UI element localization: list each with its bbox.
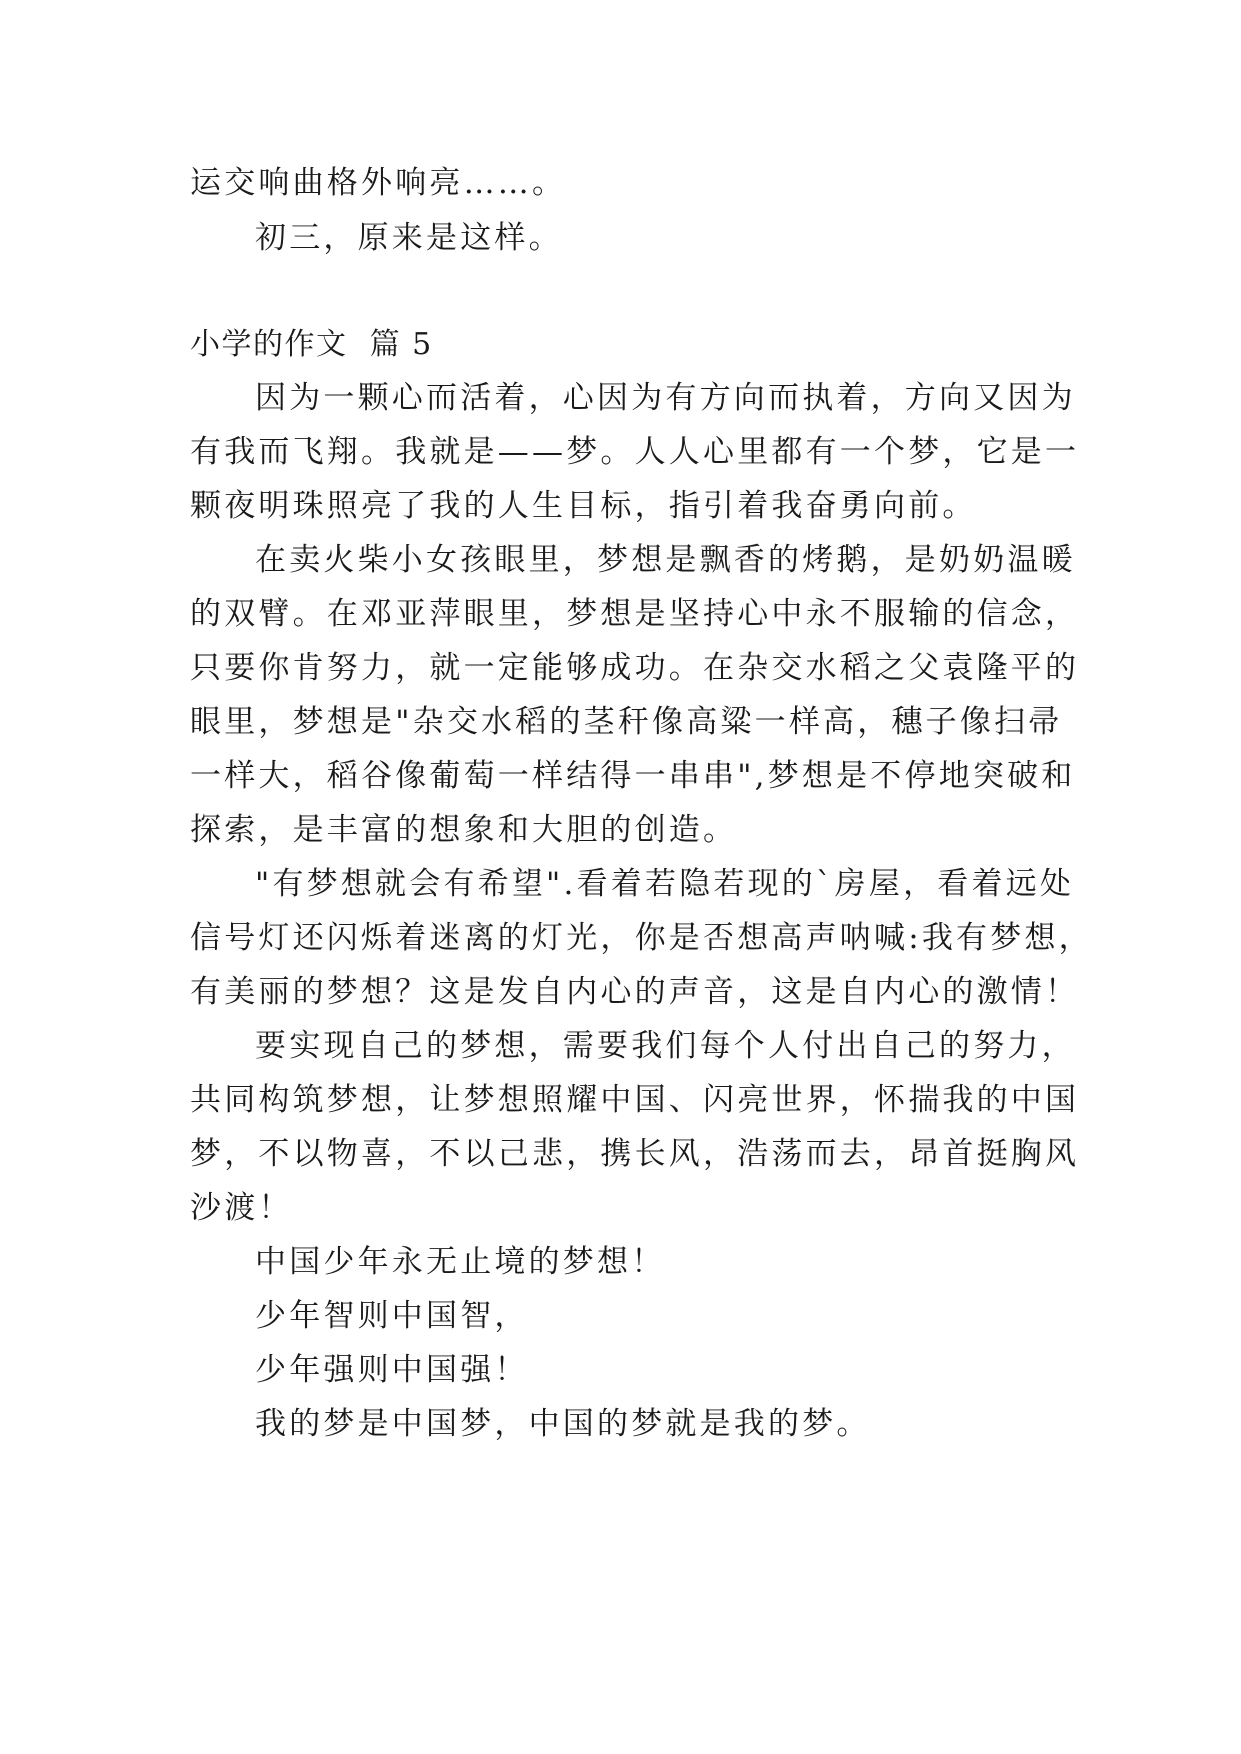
text-line: 要实现自己的梦想，需要我们每个人付出自己的努力， <box>255 1028 1076 1064</box>
text-line: 共同构筑梦想，让梦想照耀中国、闪亮世界，怀揣我的中国 <box>190 1082 1080 1118</box>
text-line: 梦，不以物喜，不以己悲，携长风，浩荡而去，昂首挺胸风 <box>190 1136 1080 1172</box>
text-line: 沙渡！ <box>190 1190 293 1226</box>
text-line: 颗夜明珠照亮了我的人生目标，指引着我奋勇向前。 <box>190 488 977 524</box>
section-heading: 小学的作文 篇 5 <box>190 327 433 362</box>
text-line: 探索，是丰富的想象和大胆的创造。 <box>190 812 738 848</box>
text-line: 有我而飞翔。我就是——梦。人人心里都有一个梦，它是一 <box>190 434 1080 470</box>
text-line: 中国少年永无止境的梦想！ <box>255 1244 666 1280</box>
text-line: "有梦想就会有希望".看着若隐若现的`房屋，看着远处 <box>255 866 1075 902</box>
text-line: 我的梦是中国梦，中国的梦就是我的梦。 <box>255 1406 871 1442</box>
text-line: 少年强则中国强！ <box>255 1352 529 1388</box>
text-line: 眼里，梦想是"杂交水稻的茎秆像高粱一样高，穗子像扫帚 <box>190 704 1063 740</box>
text-line: 初三，原来是这样。 <box>255 220 563 256</box>
text-line: 只要你肯努力，就一定能够成功。在杂交水稻之父袁隆平的 <box>190 650 1080 686</box>
text-line: 因为一颗心而活着，心因为有方向而执着，方向又因为 <box>255 380 1076 416</box>
text-line: 有美丽的梦想？这是发自内心的声音，这是自内心的激情！ <box>190 974 1080 1010</box>
text-line: 少年智则中国智， <box>255 1298 529 1334</box>
text-line: 的双臂。在邓亚萍眼里，梦想是坚持心中永不服输的信念， <box>190 596 1080 632</box>
text-line: 信号灯还闪烁着迷离的灯光，你是否想高声呐喊:我有梦想， <box>190 920 1093 956</box>
text-line: 一样大，稻谷像葡萄一样结得一串串",梦想是不停地突破和 <box>190 758 1076 794</box>
text-line: 在卖火柴小女孩眼里，梦想是飘香的烤鹅，是奶奶温暖 <box>255 542 1076 578</box>
text-line: 运交响曲格外响亮……。 <box>190 165 567 201</box>
